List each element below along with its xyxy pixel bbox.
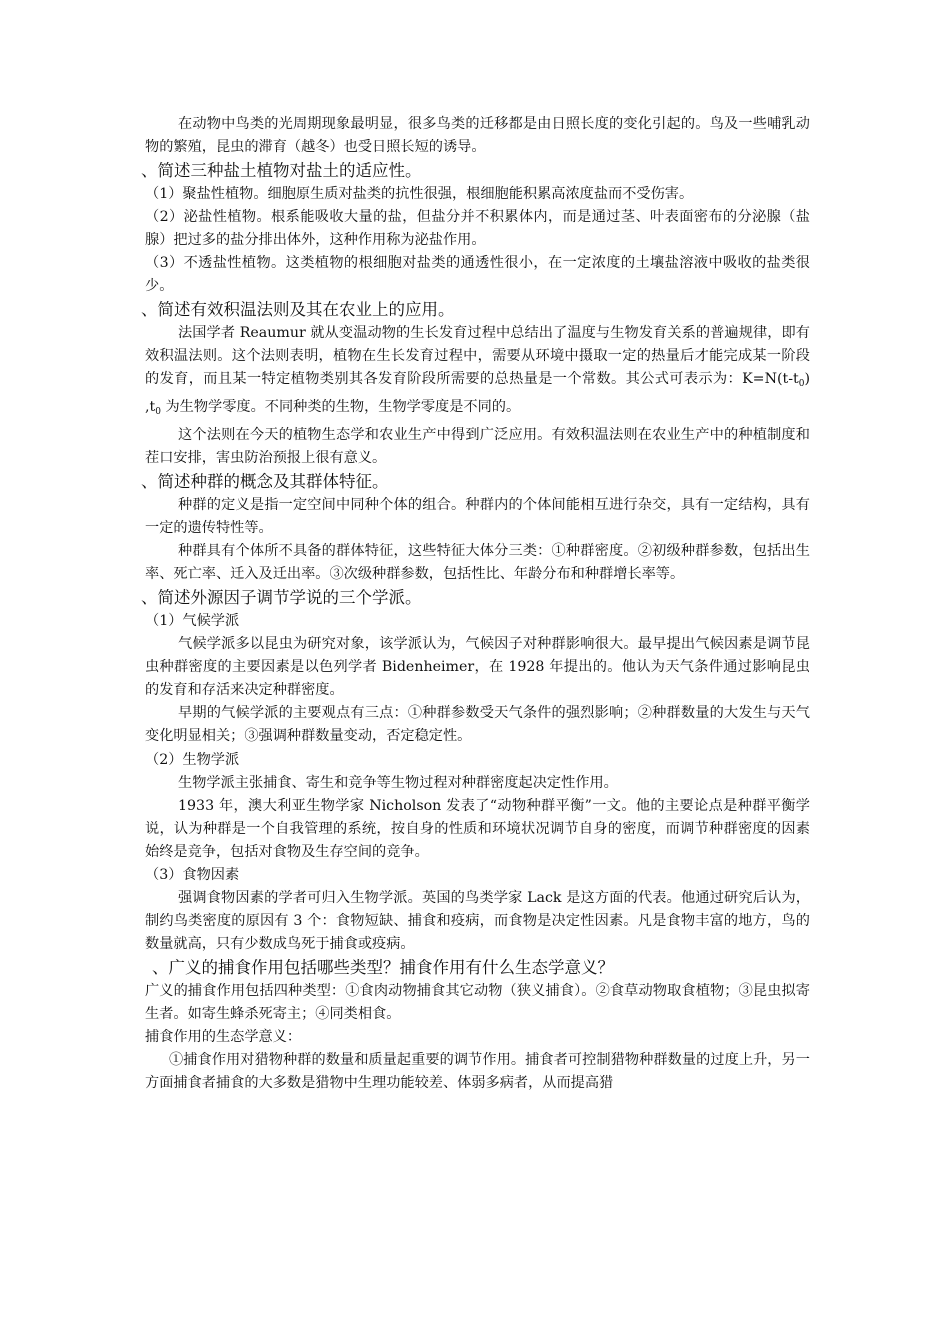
heading-effective-temperature: 、简述有效积温法则及其在农业上的应用。 — [141, 300, 455, 320]
subheading-food-factor: （3）食物因素 — [145, 867, 240, 883]
subheading-climate-school: （1）气候学派 — [145, 612, 240, 629]
subscript-zero: 0 — [155, 407, 161, 418]
temperature-text-b: ) ,t — [145, 371, 810, 416]
paragraph-biological-2: 1933 年，澳大利亚生物学家 Nicholson 发表了“动物种群平衡”一文。他的主要论点是种群平衡学说，认为种群是一个自我管理的系统，按自身的性质和环境状况调节自身的密度，而调节种群密度的因素始终是竞争，包括对食物及生存空间的竞争。 — [145, 797, 810, 860]
heading-external-factors: 、简述外源因子调节学说的三个学派。 — [141, 588, 422, 608]
subscript-zero: 0 — [798, 379, 805, 390]
paragraph-salt-2: （2）泌盐性植物。根系能吸收大量的盐，但盐分并不积累体内，而是通过茎、叶表面密布的分泌腺（盐腺）把过多的盐分排出体外，这种作用称为泌盐作用。 — [145, 208, 810, 248]
paragraph-salt-3: （3）不透盐性植物。这类植物的根细胞对盐类的通透性很小，在一定浓度的土壤盐溶液中吸收的盐类很少。 — [145, 255, 810, 295]
paragraph-predation-significance-1: ①捕食作用对猎物种群的数量和质量起重要的调节作用。捕食者可控制猎物种群数量的过度上升，另一方面捕食者捕食的大多数是猎物中生理功能较差、体弱多病者，从而提高猎 — [145, 1052, 810, 1092]
paragraph-temperature-1 — [145, 322, 810, 424]
heading-population: 、简述种群的概念及其群体特征。 — [141, 472, 389, 492]
heading-salt-adaptation: 、简述三种盐土植物对盐土的适应性。 — [141, 161, 422, 181]
document-page — [141, 113, 810, 1095]
paragraph-predation-significance-title: 捕食作用的生态学意义： — [145, 1029, 302, 1046]
paragraph-population-2: 种群具有个体所不具备的群体特征，这些特征大体分三类：①种群密度。②初级种群参数，包括出生率、死亡率、迁入及迁出率。③次级种群参数，包括性比、年龄分布和种群增长率等。 — [145, 543, 810, 583]
paragraph-population-1: 种群的定义是指一定空间中同种个体的组合。种群内的个体间能相互进行杂交，具有一定结构，具有一定的遗传特性等。 — [145, 497, 810, 537]
paragraph-biological-1: 生物学派主张捕食、寄生和竞争等生物过程对种群密度起决定性作用。 — [178, 774, 618, 791]
temperature-text-a: 法国学者 Reaumur 就从变温动物的生长发育过程中总结出了温度与生物发育关系的普遍规律，即有效积温法则。这个法则表明，植物在生长发育过程中，需要从环境中摄取一定的热量后才能完成某一阶段的发育，而且某一特定植物类别其各发育阶段所需要的总热量是一个常数。其公式可表示为：K=N(t-t — [145, 324, 810, 388]
paragraph-predation-types: 广义的捕食作用包括四种类型：①食肉动物捕食其它动物（狭义捕食）。②食草动物取食植物；③昆虫拟寄生者。如寄生蜂杀死寄主；④同类相食。 — [145, 982, 810, 1023]
paragraph-photoperiod: 在动物中鸟类的光周期现象最明显，很多鸟类的迁移都是由日照长度的变化引起的。鸟及一些哺乳动物的繁殖，昆虫的滞育（越冬）也受日照长短的诱导。 — [145, 116, 810, 156]
paragraph-food-factor: 强调食物因素的学者可归入生物学派。英国的鸟类学家 Lack 是这方面的代表。他通过研究后认为，制约鸟类密度的原因有 3 个：食物短缺、捕食和疫病，而食物是决定性因素。凡是食物丰富的地方，鸟的数量就高，只有少数成鸟死于捕食或疫病。 — [145, 890, 810, 953]
paragraph-climate-1: 气候学派多以昆虫为研究对象，该学派认为，气候因子对种群影响很大。最早提出气候因素是调节昆虫种群密度的主要因素是以色列学者 Bidenheimer，在 1928 年提出的。他认为天气条件通过影响昆虫的发育和存活来决定种群密度。 — [145, 636, 810, 699]
temperature-text-c: 为生物学零度。不同种类的生物，生物学零度是不同的。 — [160, 399, 521, 416]
paragraph-climate-2: 早期的气候学派的主要观点有三点：①种群参数受天气条件的强烈影响；②种群数量的大发生与天气变化明显相关；③强调种群数量变动，否定稳定性。 — [145, 705, 810, 745]
heading-predation: 、广义的捕食作用包括哪些类型？捕食作用有什么生态学意义？ — [152, 958, 614, 978]
paragraph-temperature-2: 这个法则在今天的植物生态学和农业生产中得到广泛应用。有效积温法则在农业生产中的种植制度和茬口安排，害虫防治预报上很有意义。 — [145, 427, 810, 467]
subheading-biological-school: （2）生物学派 — [145, 751, 240, 768]
paragraph-salt-1: （1）聚盐性植物。细胞原生质对盐类的抗性很强，根细胞能积累高浓度盐而不受伤害。 — [145, 185, 694, 202]
